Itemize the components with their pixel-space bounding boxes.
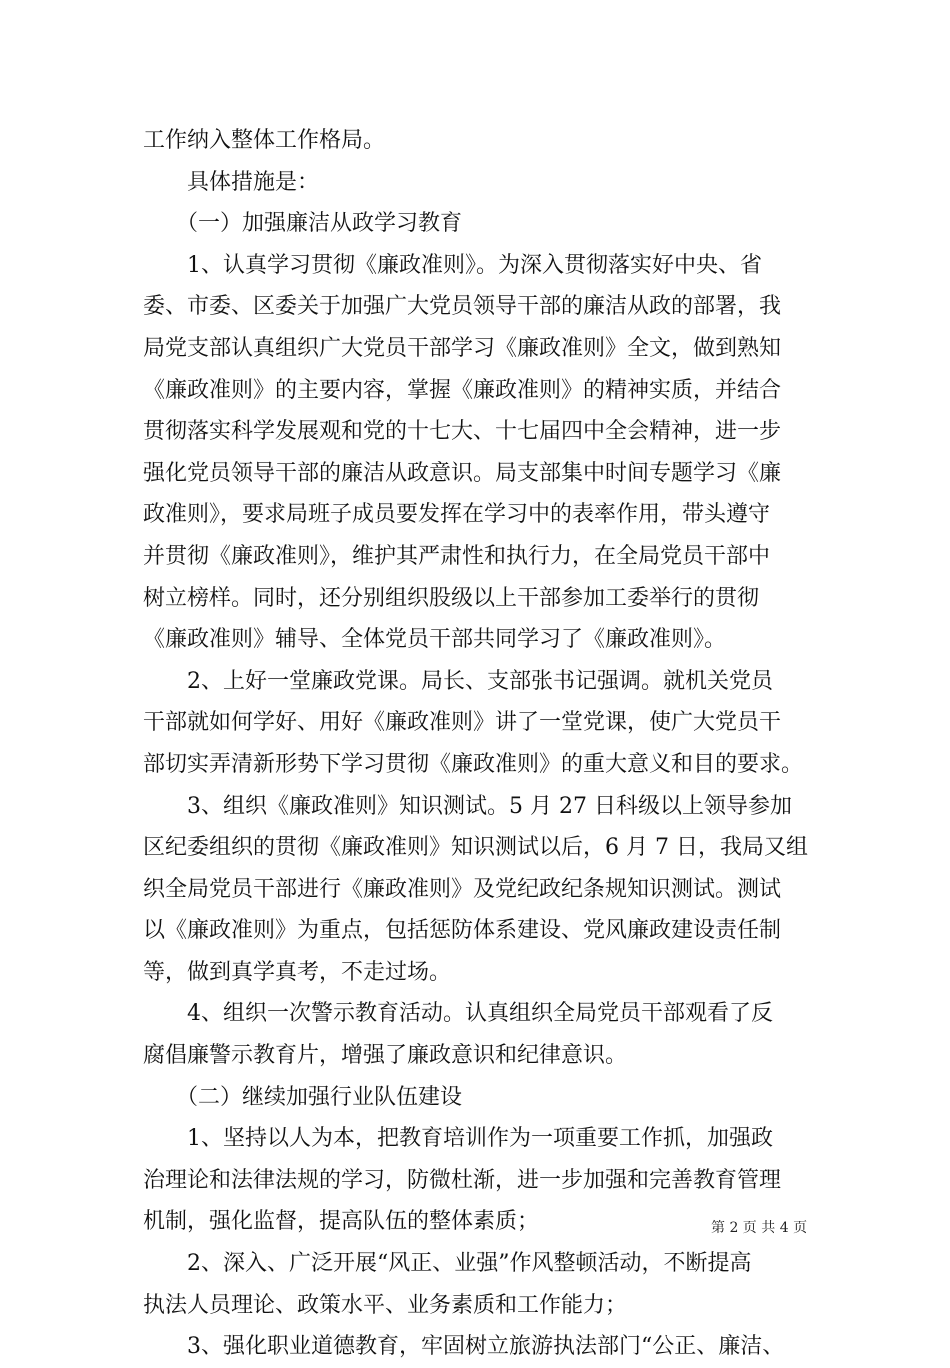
page-number-footer: 第 2 页 共 4 页	[711, 1220, 808, 1236]
body-text-line: 4、组织一次警示教育活动。认真组织全局党员干部观看了反	[143, 1001, 773, 1027]
body-text-line: 部切实弄清新形势下学习贯彻《廉政准则》的重大意义和目的要求。	[143, 751, 804, 777]
body-text-line: （二）继续加强行业队伍建设	[143, 1084, 463, 1110]
body-text-line: 2、上好一堂廉政党课。局长、支部张书记强调。就机关党员	[143, 668, 773, 694]
body-text-line: 贯彻落实科学发展观和党的十七大、十七届四中全会精神，进一步	[143, 419, 782, 445]
body-text-line: 区纪委组织的贯彻《廉政准则》知识测试以后，6 月 7 日，我局又组	[143, 835, 808, 861]
body-text-line: 1、认真学习贯彻《廉政准则》。为深入贯彻落实好中央、省	[143, 252, 762, 278]
body-text-line: 局党支部认真组织广大党员干部学习《廉政准则》全文，做到熟知	[143, 335, 782, 361]
body-text-line: 3、组织《廉政准则》知识测试。5 月 27 日科级以上领导参加	[143, 793, 792, 819]
body-text-line: 工作纳入整体工作格局。	[143, 128, 386, 153]
body-text-line: 织全局党员干部进行《廉政准则》及党纪政纪条规知识测试。测试	[143, 876, 782, 902]
body-text-line: （一）加强廉洁从政学习教育	[143, 211, 463, 237]
body-text-line: 具体措施是：	[143, 169, 320, 195]
body-text-line: 1、坚持以人为本，把教育培训作为一项重要工作抓，加强政	[143, 1126, 773, 1152]
body-text-line: 腐倡廉警示教育片，增强了廉政意识和纪律意识。	[143, 1043, 628, 1069]
body-text-line: 以《廉政准则》为重点，包括惩防体系建设、党风廉政建设责任制	[143, 918, 782, 944]
body-text-line: 执法人员理论、政策水平、业务素质和工作能力；	[143, 1292, 628, 1318]
document-body	[143, 120, 823, 1368]
body-text-line: 机制，强化监督，提高队伍的整体素质；	[143, 1209, 540, 1235]
body-text-line: 政准则》，要求局班子成员要发挥在学习中的表率作用，带头遵守	[143, 502, 771, 528]
body-text-line: 树立榜样。同时，还分别组织股级以上干部参加工委举行的贯彻	[143, 585, 760, 611]
body-text-line: 治理论和法律法规的学习，防微杜渐，进一步加强和完善教育管理	[143, 1167, 782, 1193]
body-text-line: 3、强化职业道德教育，牢固树立旅游执法部门“公正、廉洁、	[143, 1334, 785, 1360]
body-text-line: 强化党员领导干部的廉洁从政意识。局支部集中时间专题学习《廉	[143, 460, 782, 486]
body-text-line: 等，做到真学真考，不走过场。	[143, 959, 452, 985]
body-text-line: 《廉政准则》的主要内容，掌握《廉政准则》的精神实质，并结合	[143, 377, 782, 403]
body-text-line: 《廉政准则》辅导、全体党员干部共同学习了《廉政准则》。	[143, 627, 727, 653]
body-text-line: 干部就如何学好、用好《廉政准则》讲了一堂党课，使广大党员干	[143, 710, 782, 736]
body-text-line: 2、深入、广泛开展“风正、业强”作风整顿活动，不断提高	[143, 1251, 752, 1277]
body-text-line: 委、市委、区委关于加强广大党员领导干部的廉洁从政的部署，我	[143, 294, 782, 320]
body-text-line: 并贯彻《廉政准则》，维护其严肃性和执行力，在全局党员干部中	[143, 543, 771, 569]
